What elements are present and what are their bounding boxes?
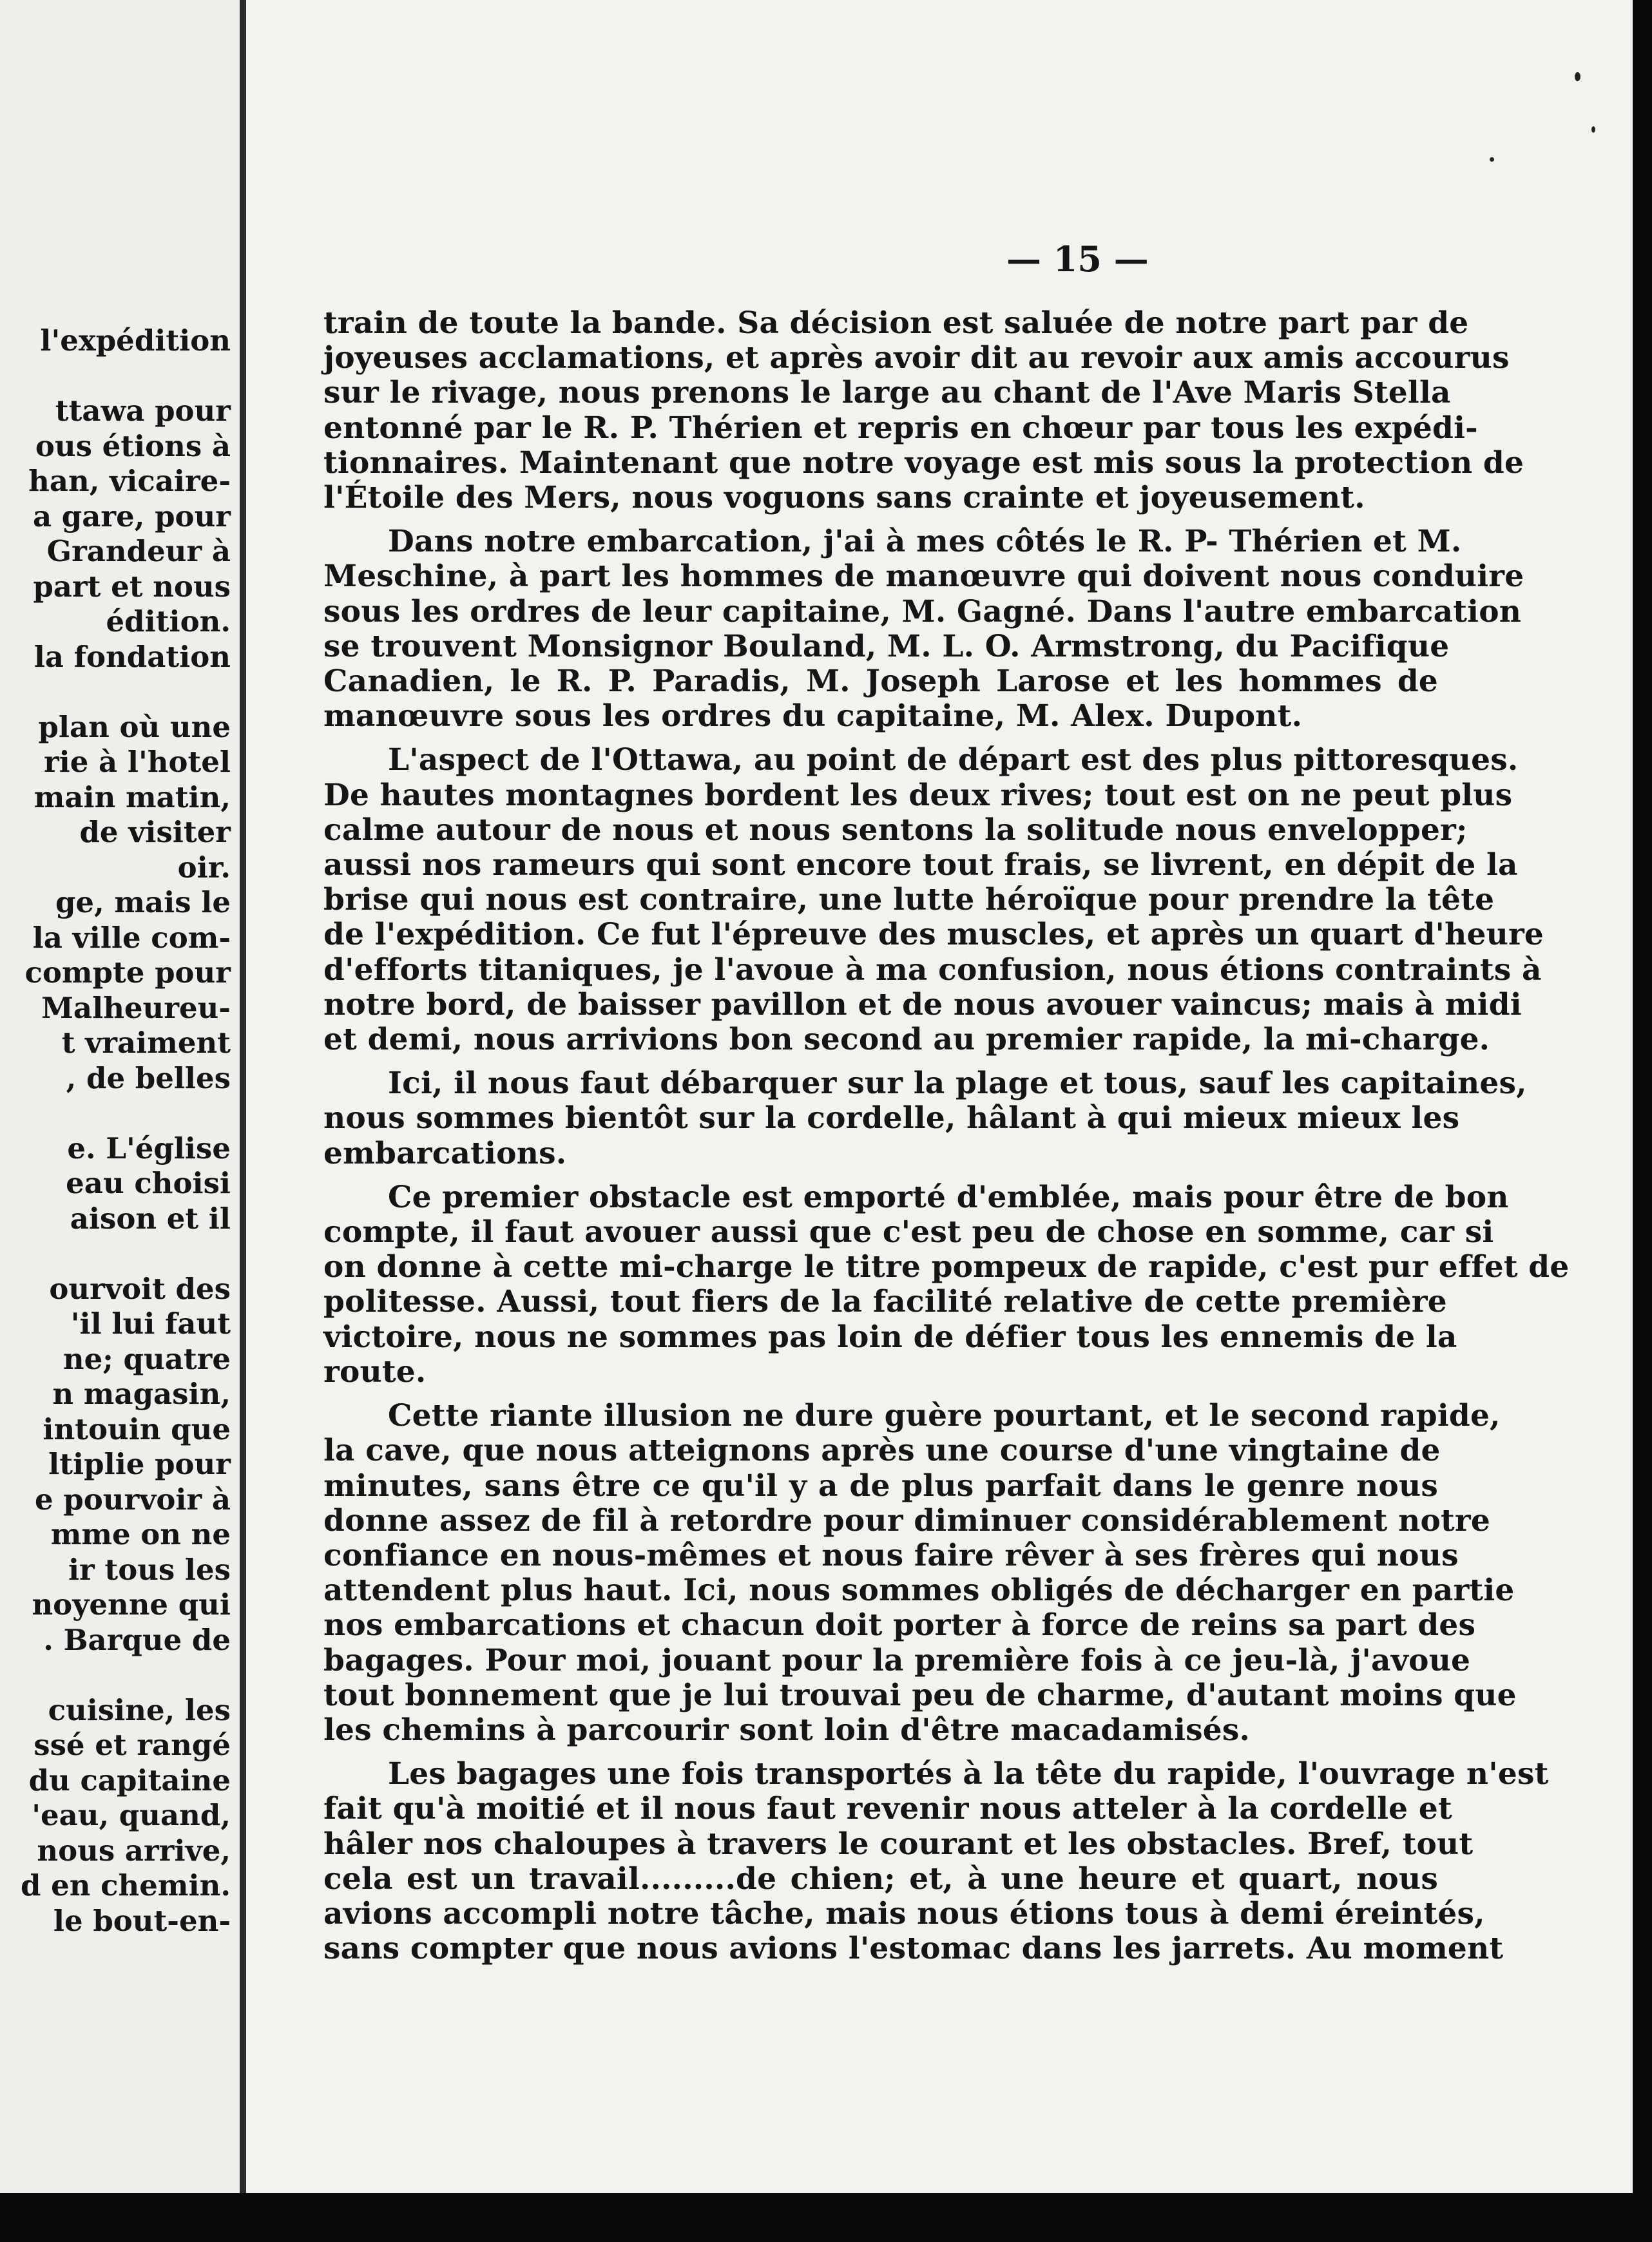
paragraph: [323, 1398, 1517, 1748]
paragraph: [323, 742, 1544, 1058]
text-line: sur le rivage, nous prenons le large au chant de l'Ave Maris Stella: [323, 375, 1451, 411]
facing-page-line: part et nous: [33, 569, 231, 604]
text-line: cela est un travail.........de chien; et, à une heure et quart, nous: [323, 1861, 1438, 1897]
text-line: politesse. Aussi, tout fiers de la facilité relative de cette première: [323, 1284, 1447, 1320]
facing-page-line: e. L'église: [67, 1131, 231, 1165]
facing-page-line: ourvoit des: [49, 1271, 231, 1306]
print-speck: [1591, 126, 1595, 133]
facing-page-line: ir tous les: [68, 1552, 231, 1587]
paragraph: [323, 1066, 1527, 1171]
facing-page-line: compte pour: [24, 955, 231, 990]
text-line: entonné par le R. P. Thérien et repris en chœur par tous les expédi-: [323, 410, 1478, 446]
scan-border-right: [1633, 0, 1652, 2242]
page-gutter: [240, 0, 246, 2193]
facing-page-line: 'il lui faut: [70, 1307, 231, 1341]
facing-page-line: Malheureu-: [41, 990, 231, 1025]
facing-page-line: ttawa pour: [55, 394, 231, 428]
print-speck: [1575, 72, 1580, 81]
facing-page-line: . Barque de: [43, 1622, 231, 1657]
facing-page-line: la ville com-: [32, 920, 231, 955]
text-line: les chemins à parcourir sont loin d'être macadamisés.: [323, 1712, 1251, 1748]
text-line: fait qu'à moitié et il nous faut revenir nous atteler à la cordelle et: [323, 1791, 1452, 1827]
facing-page-line: d en chemin.: [21, 1868, 231, 1902]
facing-page-line: plan où une: [38, 709, 231, 744]
facing-page-line: rie à l'hotel: [43, 745, 231, 779]
facing-page-line: ltiplie pour: [48, 1447, 231, 1481]
paragraph-gap: [323, 1171, 1438, 1180]
text-line: calme autour de nous et nous sentons la solitude nous envelopper;: [323, 812, 1468, 848]
text-line: tionnaires. Maintenant que notre voyage est mis sous la protection de: [323, 445, 1524, 481]
body-text: [323, 305, 1570, 1967]
page-number: — 15 —: [1006, 238, 1149, 280]
text-line: Les bagages une fois transportés à la tête du rapide, l'ouvrage n'est: [388, 1756, 1549, 1792]
text-line: nos embarcations et chacun doit porter à force de reins sa part des: [323, 1607, 1476, 1643]
facing-page-line: aison et il: [70, 1201, 231, 1236]
text-line: train de toute la bande. Sa décision est saluée de notre part par de: [323, 305, 1469, 341]
text-line: confiance en nous-mêmes et nous faire rêver à ses frères qui nous: [323, 1537, 1459, 1573]
paragraph: [323, 1179, 1570, 1390]
facing-page-line: 'eau, quand,: [32, 1798, 231, 1832]
facing-page-line: du capitaine: [28, 1763, 231, 1797]
text-line: joyeuses acclamations, et après avoir dit au revoir aux amis accourus: [323, 340, 1510, 376]
text-line: Cette riante illusion ne dure guère pourtant, et le second rapide,: [388, 1398, 1501, 1434]
facing-page-line: ge, mais le: [55, 885, 231, 919]
text-line: l'Étoile des Mers, nous voguons sans crainte et joyeusement.: [323, 480, 1365, 516]
facing-page-line: t vraiment: [61, 1026, 231, 1060]
facing-page-line: édition.: [106, 604, 231, 638]
facing-page-line: han, vicaire-: [28, 464, 231, 498]
paragraph-gap: [323, 1748, 1438, 1757]
paragraph-gap: [323, 515, 1438, 524]
text-line: la cave, que nous atteignons après une course d'une vingtaine de: [323, 1433, 1441, 1469]
facing-page-line: nous arrive,: [37, 1833, 231, 1868]
facing-page-line: de visiter: [79, 815, 231, 849]
text-line: Ce premier obstacle est emporté d'emblée, mais pour être de bon: [388, 1179, 1509, 1215]
facing-page-line: oir.: [177, 850, 231, 885]
facing-page-line: eau choisi: [66, 1166, 231, 1200]
facing-page-line: , de belles: [66, 1060, 231, 1095]
facing-page-line: n magasin,: [52, 1377, 231, 1411]
facing-page-line: ssé et rangé: [34, 1728, 231, 1762]
text-line: tout bonnement que je lui trouvai peu de charme, d'autant moins que: [323, 1677, 1517, 1713]
text-line: on donne à cette mi-charge le titre pompeux de rapide, c'est pur effet de: [323, 1249, 1570, 1285]
facing-page-line: l'expédition: [40, 323, 231, 358]
text-line: notre bord, de baisser pavillon et de nous avouer vaincus; mais à midi: [323, 986, 1522, 1022]
facing-page-line: Grandeur à: [46, 534, 231, 568]
text-line: et demi, nous arrivions bon second au premier rapide, la mi-charge.: [323, 1022, 1490, 1058]
facing-page-line: main matin,: [34, 780, 231, 814]
facing-page-line: le bout-en-: [53, 1903, 231, 1938]
facing-page-line: ous étions à: [35, 428, 231, 463]
facing-page-line: noyenne qui: [32, 1587, 231, 1622]
facing-page-line: a gare, pour: [32, 499, 231, 533]
text-line: De hautes montagnes bordent les deux rives; tout est on ne peut plus: [323, 777, 1513, 813]
text-line: avions accompli notre tâche, mais nous étions tous à demi éreintés,: [323, 1895, 1485, 1931]
text-line: donne assez de fil à retordre pour diminuer considérablement notre: [323, 1502, 1490, 1538]
facing-page-line: e pourvoir à: [35, 1482, 231, 1517]
paragraph: [323, 1756, 1549, 1967]
paragraph-gap: [323, 734, 1438, 743]
text-line: Meschine, à part les hommes de manœuvre qui doivent nous conduire: [323, 559, 1524, 595]
facing-page-line: intouin que: [43, 1412, 231, 1446]
text-line: nous sommes bientôt sur la cordelle, hâlant à qui mieux mieux les: [323, 1100, 1460, 1136]
paragraph-gap: [323, 1057, 1438, 1066]
text-line: de l'expédition. Ce fut l'épreuve des muscles, et après un quart d'heure: [323, 917, 1544, 953]
text-line: victoire, nous ne sommes pas loin de défier tous les ennemis de la: [323, 1319, 1457, 1355]
print-speck: [1490, 157, 1494, 162]
text-line: hâler nos chaloupes à travers le courant et les obstacles. Bref, tout: [323, 1826, 1474, 1862]
facing-page-line: la fondation: [34, 639, 231, 674]
text-line: attendent plus haut. Ici, nous sommes obligés de décharger en partie: [323, 1573, 1515, 1609]
text-line: Ici, il nous faut débarquer sur la plage et tous, sauf les capitaines,: [388, 1066, 1527, 1102]
text-line: se trouvent Monsignor Bouland, M. L. O. Armstrong, du Pacifique: [323, 628, 1450, 664]
text-line: Dans notre embarcation, j'ai à mes côtés le R. P- Thérien et M.: [388, 524, 1462, 560]
page-15: [246, 0, 1633, 2193]
text-line: embarcations.: [323, 1135, 567, 1171]
text-line: sous les ordres de leur capitaine, M. Gagné. Dans l'autre embarcation: [323, 593, 1522, 629]
facing-page-line: mme on ne: [50, 1517, 231, 1551]
facing-page-line: cuisine, les: [48, 1692, 231, 1727]
text-line: compte, il faut avouer aussi que c'est peu de chose en somme, car si: [323, 1214, 1494, 1250]
facing-page-line: ne; quatre: [62, 1341, 231, 1376]
text-line: sans compter que nous avions l'estomac dans les jarrets. Au moment: [323, 1931, 1504, 1967]
text-line: Canadien, le R. P. Paradis, M. Joseph Larose et les hommes de: [323, 664, 1438, 700]
text-line: brise qui nous est contraire, une lutte héroïque pour prendre la tête: [323, 882, 1495, 918]
text-line: minutes, sans être ce qu'il y a de plus parfait dans le genre nous: [323, 1468, 1438, 1504]
text-line: d'efforts titaniques, je l'avoue à ma confusion, nous étions contraints à: [323, 952, 1542, 988]
text-line: L'aspect de l'Ottawa, au point de départ est des plus pittoresques.: [388, 742, 1519, 778]
text-line: bagages. Pour moi, jouant pour la première fois à ce jeu-là, j'avoue: [323, 1642, 1471, 1678]
facing-page-fragment: [0, 0, 240, 2193]
text-line: route.: [323, 1354, 427, 1390]
paragraph: [323, 305, 1524, 516]
text-line: manœuvre sous les ordres du capitaine, M. Alex. Dupont.: [323, 698, 1303, 734]
paragraph-gap: [323, 1390, 1438, 1399]
paragraph: [323, 524, 1524, 734]
text-line: aussi nos rameurs qui sont encore tout frais, se livrent, en dépit de la: [323, 847, 1518, 883]
scan-border-bottom: [0, 2193, 1652, 2242]
